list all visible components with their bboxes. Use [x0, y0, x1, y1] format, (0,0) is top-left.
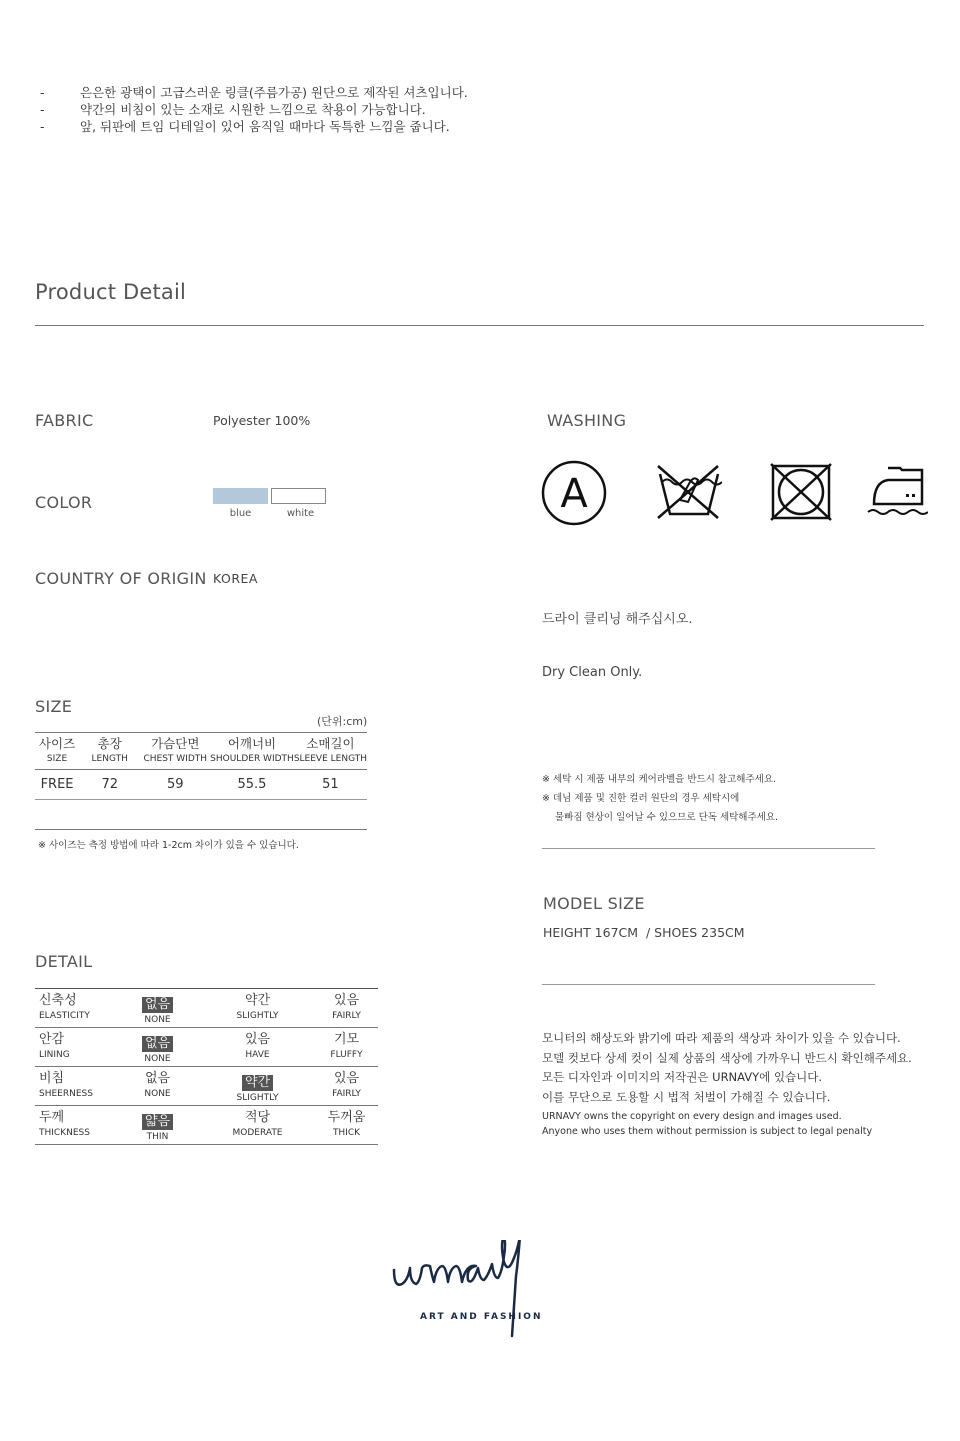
- detail-option: 있음 FAIRLY: [315, 989, 378, 1028]
- detail-option: 없음 NONE: [115, 989, 200, 1028]
- detail-option: 있음 FAIRLY: [315, 1067, 378, 1106]
- notice-line: 모니터의 해상도와 밝기에 따라 제품의 색상과 차이가 있을 수 있습니다.: [542, 1031, 901, 1045]
- detail-row-thickness: [35, 1106, 378, 1145]
- size-unit: (단위:cm): [317, 715, 368, 728]
- detail-row-label: 비침 SHEERNESS: [35, 1067, 115, 1106]
- urnavy-logo: [390, 1240, 570, 1350]
- washing-note: ※ 데님 제품 및 진한 컬러 원단의 경우 세탁시에: [542, 793, 740, 804]
- detail-row-lining: [35, 1028, 378, 1067]
- color-label: COLOR: [35, 493, 93, 512]
- no-tumble-dry-icon: [769, 460, 835, 526]
- iron-low-steam-icon: [866, 460, 928, 526]
- divider: [35, 325, 924, 326]
- detail-option: 약간 SLIGHTLY: [200, 989, 315, 1028]
- detail-option: 없음 NONE: [115, 1067, 200, 1106]
- detail-option: 적당 MODERATE: [200, 1106, 315, 1145]
- detail-row-label: 두께 THICKNESS: [35, 1106, 115, 1145]
- divider: [542, 984, 875, 985]
- detail-row-label: 안감 LINING: [35, 1028, 115, 1067]
- dry-clean-letter: A: [560, 471, 588, 517]
- color-swatch-blue: [213, 488, 268, 504]
- washing-note: 물빠짐 현상이 일어날 수 있으므로 단독 세탁해주세요.: [555, 812, 779, 823]
- divider: [542, 848, 875, 849]
- detail-row-elasticity: [35, 989, 378, 1028]
- origin-label: COUNTRY OF ORIGIN: [35, 569, 207, 588]
- size-note: ※ 사이즈는 측정 방법에 따라 1-2cm 차이가 있을 수 있습니다.: [38, 840, 299, 851]
- origin-value: KOREA: [213, 571, 258, 586]
- size-header-cell: 사이즈 SIZE: [35, 733, 79, 770]
- size-cell: 59: [140, 770, 210, 800]
- detail-row-sheerness: [35, 1067, 378, 1106]
- no-hand-wash-icon: [656, 460, 722, 526]
- detail-title: DETAIL: [35, 952, 93, 971]
- bullet-item: - 약간의 비침이 있는 소재로 시원한 느낌으로 착용이 가능합니다.: [40, 102, 426, 117]
- size-header-row: [35, 733, 367, 770]
- color-name-white: white: [286, 508, 315, 519]
- size-header-cell: 소매길이 SLEEVE LENGTH: [294, 733, 367, 770]
- detail-option: 기모 FLUFFY: [315, 1028, 378, 1067]
- notice-line: 이를 무단으로 도용할 시 법적 처벌이 가해질 수 있습니다.: [542, 1089, 831, 1104]
- washing-instruction-ko: 드라이 클리닝 해주십시오.: [542, 612, 693, 627]
- notice-line: 모델 컷보다 상세 컷이 실제 상품의 색상에 가까우니 반드시 확인해주세요.: [542, 1050, 912, 1065]
- detail-option: 두꺼움 THICK: [315, 1106, 378, 1145]
- notice-line: 모든 디자인과 이미지의 저작권은 URNAVY에 있습니다.: [542, 1070, 823, 1084]
- bullet-item: - 앞, 뒤판에 트임 디테일이 있어 움직일 때마다 독특한 느낌을 줍니다.: [40, 119, 450, 134]
- detail-option: 있음 HAVE: [200, 1028, 315, 1067]
- notice-block: [542, 1029, 912, 1139]
- color-swatch-white: [271, 488, 326, 504]
- size-header-cell: 총장 LENGTH: [79, 733, 140, 770]
- brand-tagline: ART AND FASHION: [420, 1312, 543, 1322]
- size-cell: 55.5: [210, 770, 294, 800]
- fabric-label: FABRIC: [35, 411, 94, 430]
- size-row: [35, 770, 367, 800]
- size-title: SIZE: [35, 697, 73, 716]
- fabric-value: Polyester 100%: [213, 413, 311, 428]
- size-cell: 72: [79, 770, 140, 800]
- detail-table: [35, 988, 378, 1145]
- washing-title: WASHING: [547, 411, 627, 430]
- washing-instruction-en: Dry Clean Only.: [542, 665, 643, 680]
- product-detail-title: Product Detail: [35, 280, 187, 304]
- size-cell: FREE: [35, 770, 79, 800]
- size-header-cell: 어깨너비 SHOULDER WIDTH: [210, 733, 294, 770]
- detail-option: 얇음 THIN: [115, 1106, 200, 1145]
- dry-clean-a-icon: [541, 460, 607, 526]
- color-name-blue: blue: [229, 508, 252, 519]
- notice-en-line: URNAVY owns the copyright on every design and images used.: [542, 1111, 842, 1122]
- notice-en-line: Anyone who uses them without permission is subject to legal penalty: [542, 1126, 873, 1137]
- model-size-value: HEIGHT 167CM / SHOES 235CM: [543, 925, 745, 940]
- divider: [35, 829, 367, 830]
- detail-option: 약간 SLIGHTLY: [200, 1067, 315, 1106]
- bullet-item: - 은은한 광택이 고급스러운 링클(주름가공) 원단으로 제작된 셔츠입니다.: [40, 85, 468, 100]
- intro-bullets: [40, 84, 468, 135]
- size-cell: 51: [294, 770, 367, 800]
- washing-note: ※ 세탁 시 제품 내부의 케어라벨을 반드시 참고해주세요.: [542, 774, 777, 785]
- detail-row-label: 신축성 ELASTICITY: [35, 989, 115, 1028]
- size-header-cell: 가슴단면 CHEST WIDTH: [140, 733, 210, 770]
- washing-notes: [542, 770, 778, 827]
- model-size-title: MODEL SIZE: [543, 894, 645, 913]
- detail-option: 없음 NONE: [115, 1028, 200, 1067]
- size-table: [35, 732, 367, 800]
